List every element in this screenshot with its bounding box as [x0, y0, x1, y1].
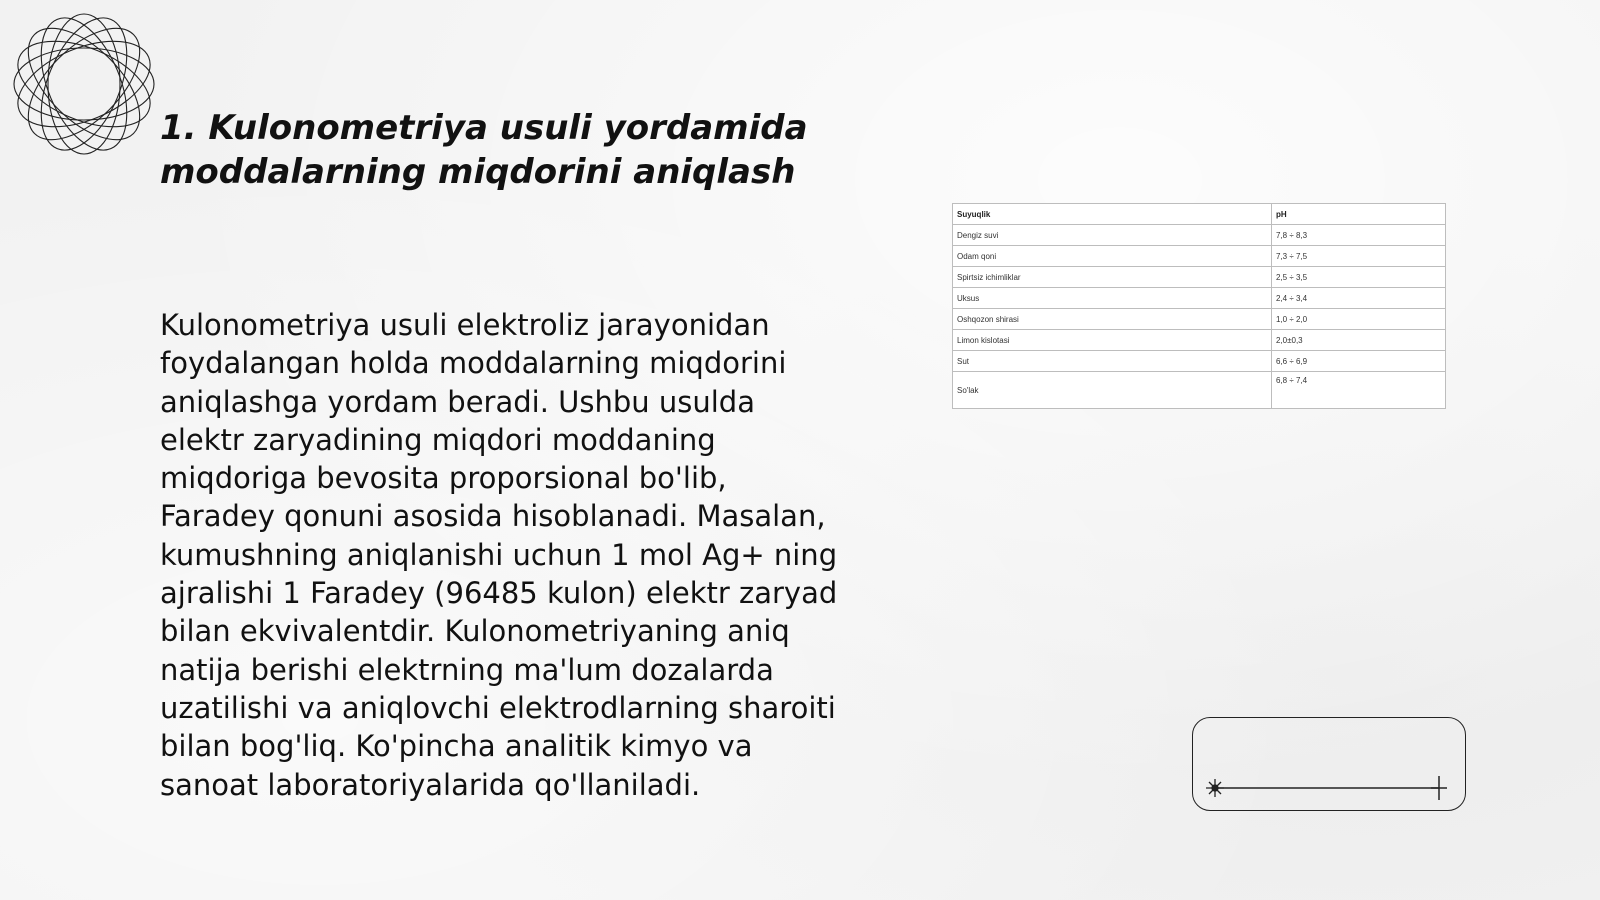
table-header-row [953, 204, 1446, 225]
liquid-cell: Dengiz suvi [953, 225, 1272, 246]
slide-title: 1. Kulonometriya usuli yordamida moddalarning miqdorini aniqlash [160, 108, 808, 192]
table-row [953, 309, 1446, 330]
liquid-cell: Sut [953, 351, 1272, 372]
table-row [953, 225, 1446, 246]
table-row [953, 246, 1446, 267]
table-row [953, 330, 1446, 351]
ph-table [952, 203, 1446, 409]
sun-icon [1206, 779, 1224, 797]
body-paragraph: Kulonometriya usuli elektroliz jarayonidan foydalangan holda moddalarning miqdorini aniqlashga yordam beradi. Ushbu usulda elektr zaryadining miqdori moddaning miqdoriga bevosita proporsional bo'lib, Faradey qonuni asosida hisoblanadi. Masalan, kumushning aniqlanishi uchun 1 mol Ag+ ning ajralishi 1 Faradey (96485 kulon) elektr zaryad bilan ekvivalentdir. Kulonometriyaning aniq natija berishi elektrning ma'lum dozalarda uzatilishi va aniqlovchi elektrodlarning sharoiti bilan bog'liq. Ko'pincha analitik kimyo va sanoat laboratoriyalarida qo'llaniladi. [160, 308, 838, 802]
liquid-cell: Limon kislotasi [953, 330, 1272, 351]
ph-cell: 7,3 ÷ 7,5 [1272, 246, 1446, 267]
ph-cell: 2,4 ÷ 3,4 [1272, 288, 1446, 309]
liquid-cell: Oshqozon shirasi [953, 309, 1272, 330]
liquid-cell: Spirtsiz ichimliklar [953, 267, 1272, 288]
timeline-line [1193, 718, 1465, 810]
ph-cell: 6,8 ÷ 7,4 [1272, 372, 1446, 409]
column-header-ph: pH [1272, 204, 1446, 225]
spirograph-icon [10, 10, 158, 158]
liquid-cell: Uksus [953, 288, 1272, 309]
decorative-frame [1192, 717, 1466, 811]
table-row [953, 372, 1446, 409]
liquid-cell: So'lak [953, 372, 1272, 409]
sparkle-icon [1431, 776, 1447, 800]
ph-cell: 6,6 ÷ 6,9 [1272, 351, 1446, 372]
column-header-liquid: Suyuqlik [953, 204, 1272, 225]
table-row [953, 267, 1446, 288]
ph-cell: 2,5 ÷ 3,5 [1272, 267, 1446, 288]
table-row [953, 288, 1446, 309]
table-row [953, 351, 1446, 372]
ph-cell: 2,0±0,3 [1272, 330, 1446, 351]
ph-cell: 7,8 ÷ 8,3 [1272, 225, 1446, 246]
ph-cell: 1,0 ÷ 2,0 [1272, 309, 1446, 330]
liquid-cell: Odam qoni [953, 246, 1272, 267]
